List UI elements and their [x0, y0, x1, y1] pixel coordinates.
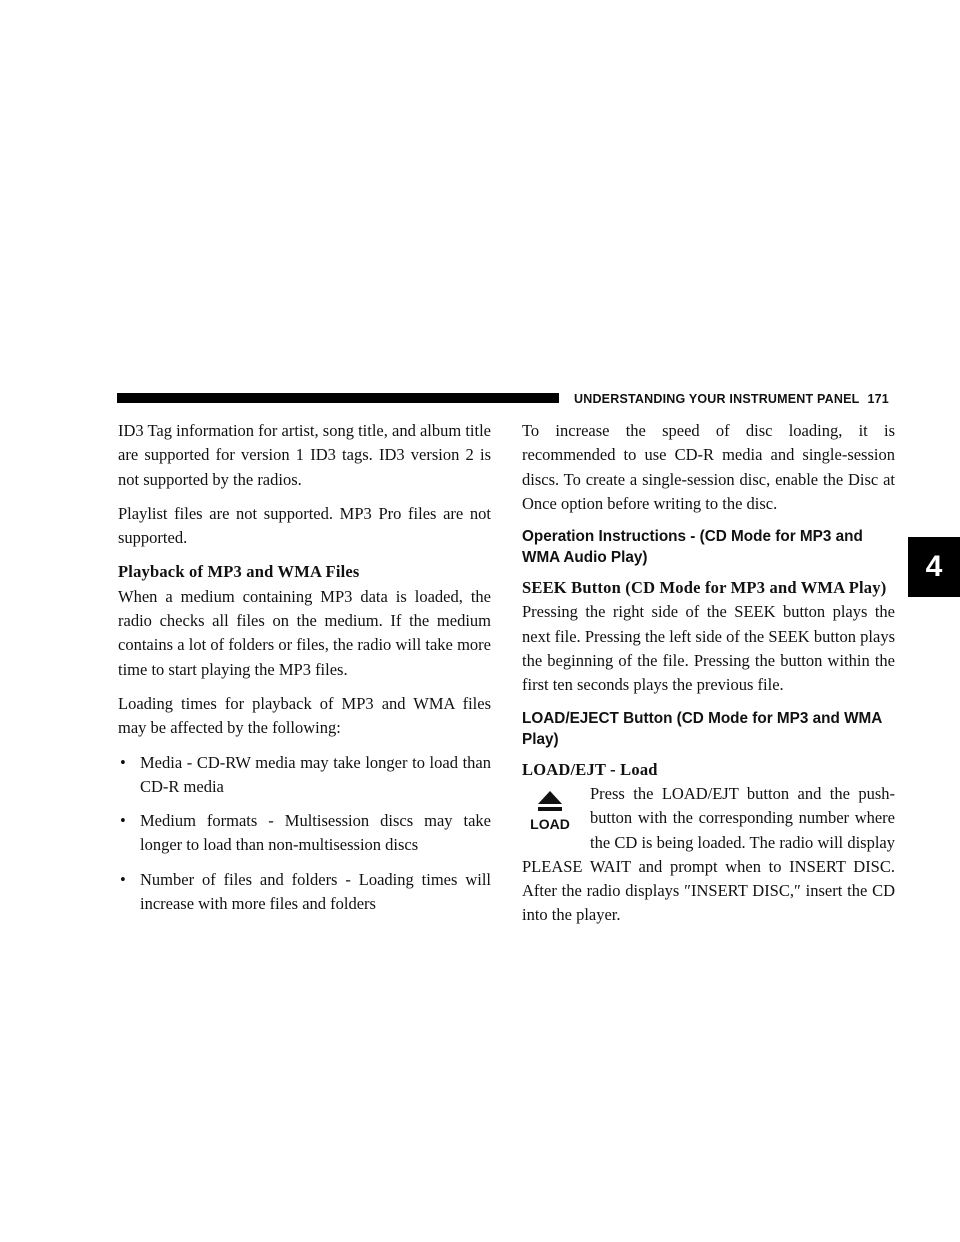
left-column — [118, 419, 491, 926]
bullet-icon: • — [120, 869, 126, 889]
bullet-icon: • — [120, 811, 126, 831]
bullet-list — [118, 751, 491, 917]
paragraph-load: Press the LOAD/EJT button and the push-button with the corresponding number where the CD is being loaded. The radio will display PLEASE WAIT and prompt when to INSERT DISC. After the radio displays ″INSERT DISC,″ insert the CD into the player. — [522, 783, 895, 925]
paragraph-seek: Pressing the right side of the SEEK button plays the next file. Pressing the left side of the SEEK button plays the beginning of the file. Pressing the button within the first ten seconds plays the previous file. — [522, 602, 895, 695]
paragraph-playlist: Playlist files are not supported. MP3 Pro files are not supported. — [118, 503, 491, 548]
heading-load-ejt: LOAD/EJT - Load — [522, 759, 658, 779]
paragraph-medium-loaded: When a medium containing MP3 data is loaded, the radio checks all files on the medium. If the medium contains a lot of folders or files, the radio will take more time to start playing the MP3 files. — [118, 586, 491, 679]
list-item-text: Media - CD-RW media may take longer to load than CD-R media — [140, 752, 491, 796]
heading-load-eject: LOAD/EJECT Button (CD Mode for MP3 and WMA Play) — [522, 709, 882, 748]
list-item — [118, 809, 491, 858]
load-paragraph — [522, 782, 895, 928]
chapter-tab: 4 — [908, 537, 960, 597]
header-rule — [117, 393, 559, 403]
running-header — [574, 391, 889, 407]
heading-playback: Playback of MP3 and WMA Files — [118, 562, 360, 582]
load-icon-label: LOAD — [530, 815, 570, 832]
heading-seek-button: SEEK Button (CD Mode for MP3 and WMA Play) — [522, 578, 887, 598]
right-column — [522, 419, 895, 938]
list-item-text: Medium formats - Multisession discs may take longer to load than non-multisession discs — [140, 811, 491, 855]
eject-icon — [537, 790, 563, 812]
page-number: 171 — [867, 392, 889, 406]
paragraph-id3: ID3 Tag information for artist, song title, and album title are supported for version 1 ID3 tags. ID3 version 2 is not supported by the radios. — [118, 421, 491, 489]
paragraph-disc-speed: To increase the speed of disc loading, it is recommended to use CD-R media and single-session discs. To create a single-session disc, enable the Disc at Once option before writing to the disc. — [522, 421, 895, 513]
bullet-icon: • — [120, 752, 126, 772]
list-item — [118, 868, 491, 917]
paragraph-loading-times: Loading times for playback of MP3 and WMA files may be affected by the following: — [118, 693, 491, 738]
section-title: UNDERSTANDING YOUR INSTRUMENT PANEL — [574, 392, 860, 406]
heading-operation-instructions: Operation Instructions - (CD Mode for MP3 and WMA Audio Play) — [522, 528, 863, 567]
list-item-text: Number of files and folders - Loading times will increase with more files and folders — [140, 869, 491, 914]
load-button-icon — [522, 782, 578, 854]
list-item — [118, 751, 491, 800]
